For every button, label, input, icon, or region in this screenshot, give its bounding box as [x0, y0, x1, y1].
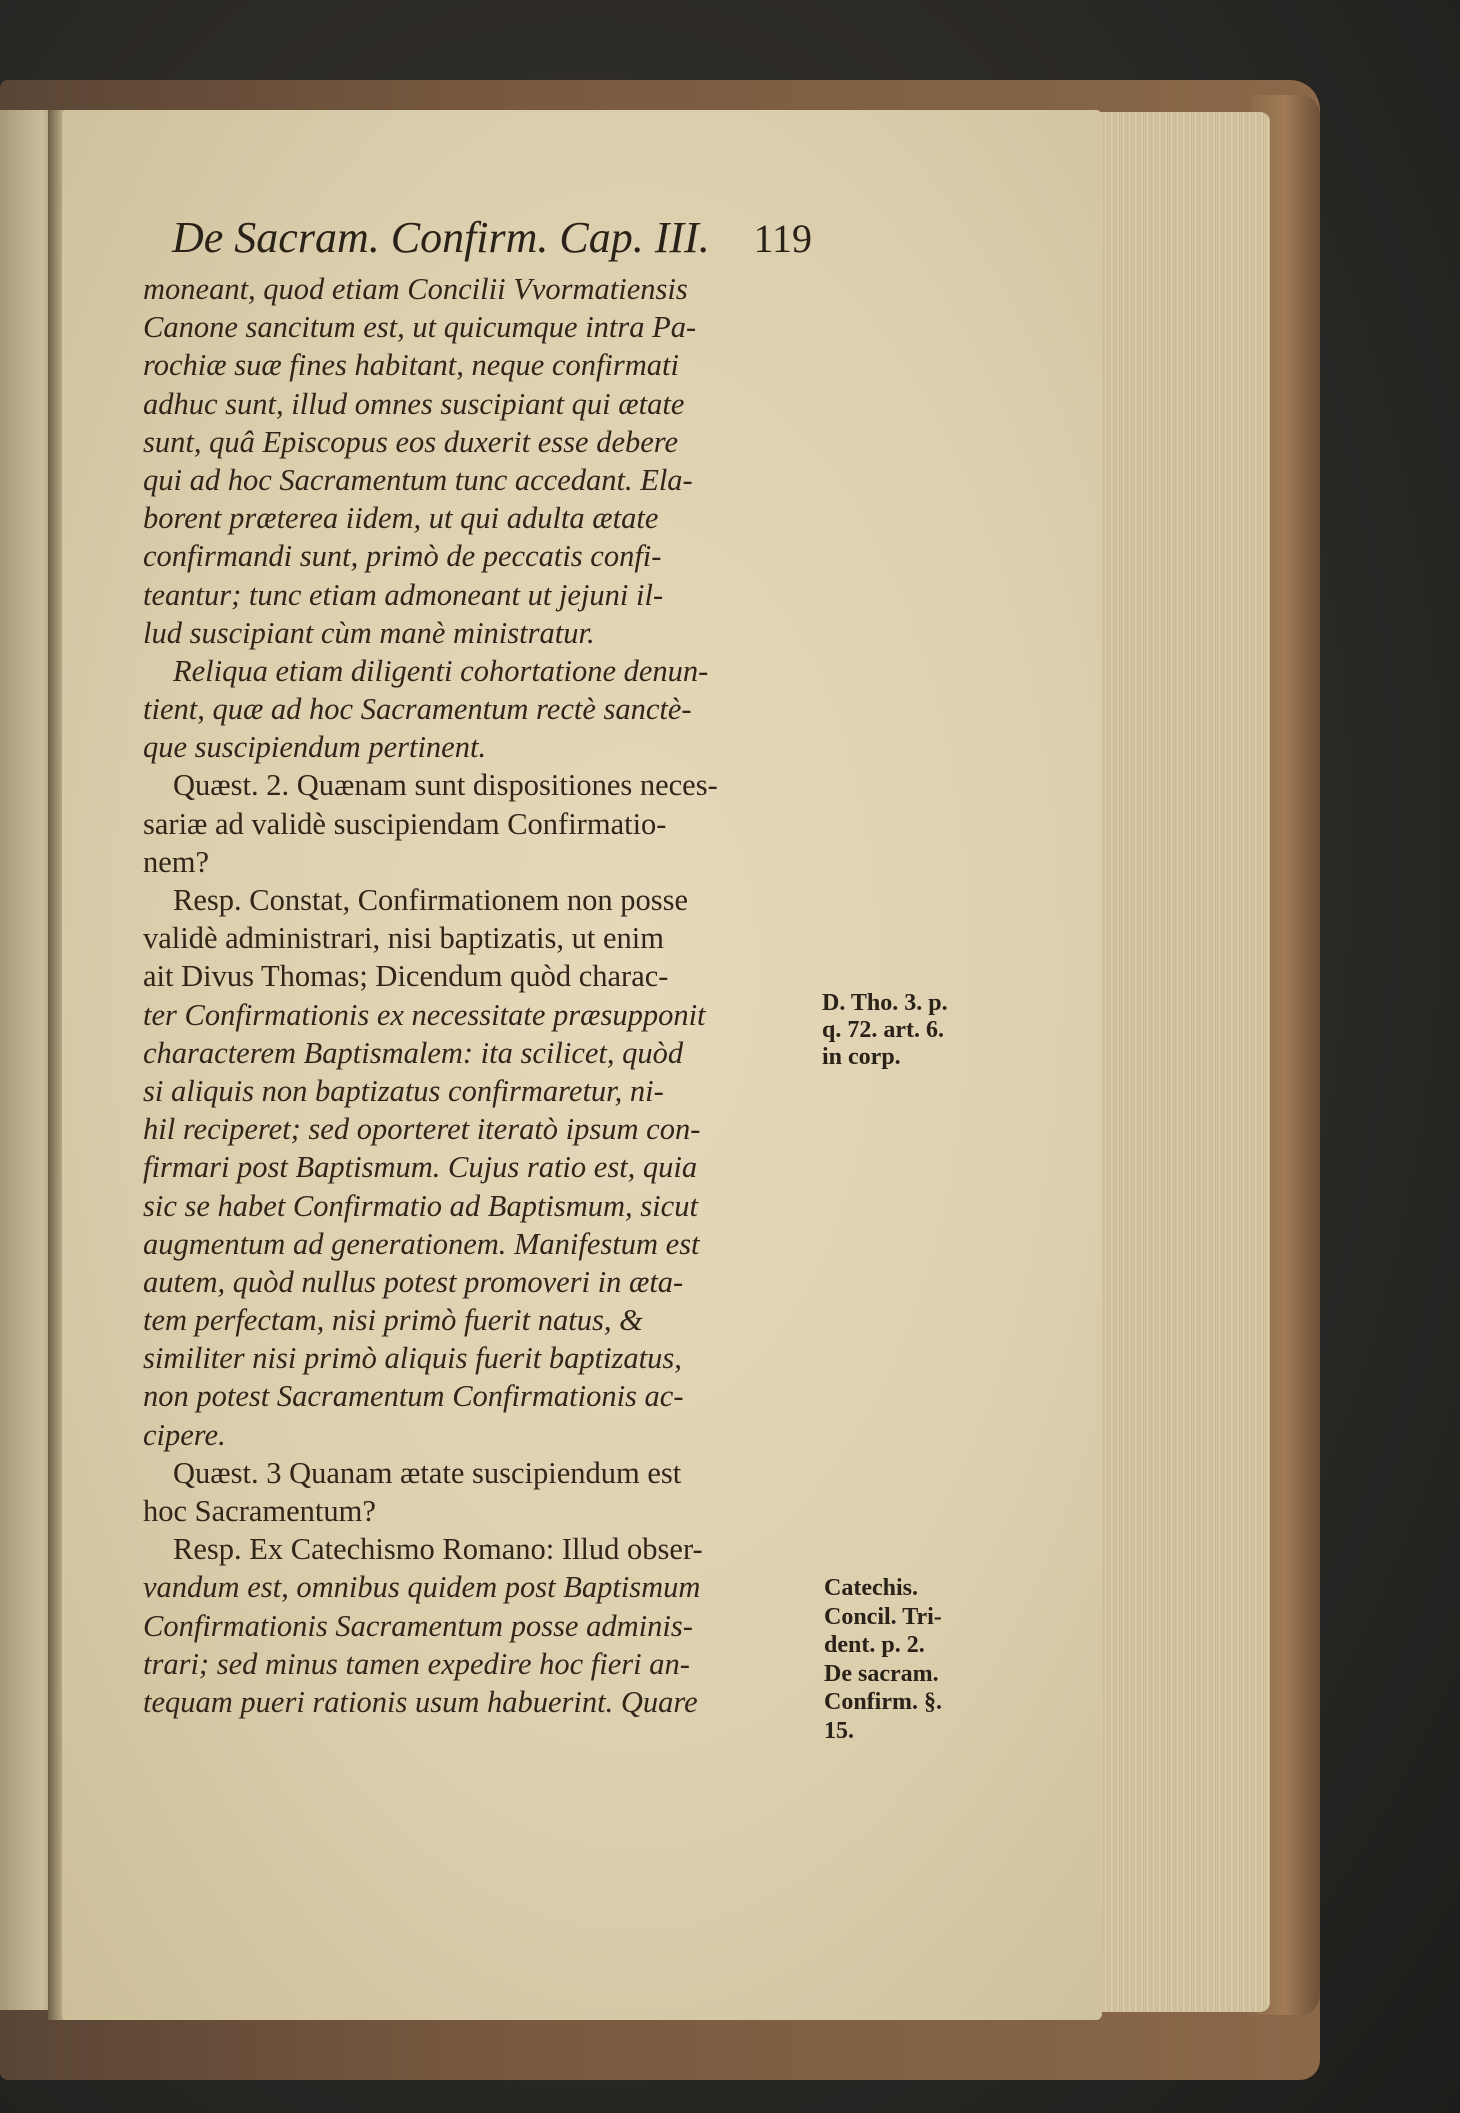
margin-note-line: Concil. Tri-	[824, 1603, 942, 1630]
margin-note-line: q. 72. art. 6.	[822, 1017, 944, 1043]
text-line: Resp. Ex Catechismo Romano: Illud obser-	[173, 1532, 703, 1567]
text-line: Canone sancitum est, ut quicumque intra Pa-	[143, 310, 697, 345]
text-line: Reliqua etiam diligenti cohortatione denun-	[173, 653, 709, 688]
text-line: autem, quòd nullus potest promoveri in æta-	[143, 1264, 684, 1299]
margin-note-line: in corp.	[822, 1044, 901, 1070]
margin-note-line: Catechis.	[824, 1575, 918, 1601]
text-line: moneant, quod etiam Concilii Vvormatiensis	[143, 272, 688, 306]
text-line: borent præterea iidem, ut qui adulta ætate	[143, 501, 659, 536]
text-line: lud suscipiant cùm manè ministratur.	[143, 615, 595, 650]
text-line: qui ad hoc Sacramentum tunc accedant. Ela-	[143, 462, 693, 497]
body-text	[143, 270, 833, 1721]
text-line: Quæst. 2. Quænam sunt dispositiones neces-	[173, 768, 718, 803]
running-head-title: De Sacram. Confirm. Cap. III.	[172, 213, 710, 262]
text-line: Confirmationis Sacramentum posse adminis-	[143, 1608, 693, 1643]
text-line: vandum est, omnibus quidem post Baptismum	[143, 1570, 701, 1605]
text-line: si aliquis non baptizatus confirmaretur, ni-	[143, 1073, 664, 1108]
text-line: similiter nisi primò aliquis fuerit baptizatus,	[143, 1341, 682, 1376]
text-line: hoc Sacramentum?	[143, 1494, 376, 1528]
margin-note-line: Confirm. §.	[824, 1689, 942, 1715]
text-line: validè administrari, nisi baptizatis, ut enim	[143, 921, 664, 956]
margin-note-thomas	[822, 990, 948, 1071]
text-line: que suscipiendum pertinent.	[143, 730, 487, 765]
text-line: hil reciperet; sed oporteret iteratò ipsum con-	[143, 1112, 701, 1147]
text-line: adhuc sunt, illud omnes suscipiant qui ætate	[143, 386, 685, 421]
text-line: rochiæ suæ fines habitant, neque confirmati	[143, 348, 679, 383]
margin-note-line: De sacram.	[824, 1660, 939, 1687]
margin-note-line: D. Tho. 3. p.	[822, 990, 948, 1016]
text-line: Quæst. 3 Quanam ætate suscipiendum est	[173, 1455, 682, 1490]
text-line: augmentum ad generationem. Manifestum est	[143, 1226, 700, 1261]
margin-note-catechism	[824, 1574, 942, 1745]
text-line: cipere.	[143, 1417, 226, 1452]
text-line: tient, quæ ad hoc Sacramentum rectè sanctè-	[143, 692, 692, 727]
margin-note-line: 15.	[824, 1717, 854, 1744]
text-line: confirmandi sunt, primò de peccatis confi-	[143, 539, 662, 574]
text-line: non potest Sacramentum Confirmationis ac-	[143, 1379, 684, 1414]
text-line: teantur; tunc etiam admoneant ut jejuni il-	[143, 577, 664, 612]
text-line: trari; sed minus tamen expedire hoc fieri an-	[143, 1646, 690, 1681]
text-line: sariæ ad validè suscipiendam Confirmatio-	[143, 806, 667, 841]
text-line: nem?	[143, 844, 210, 879]
text-line: tequam pueri rationis usum habuerint. Quare	[143, 1684, 698, 1719]
text-line: sic se habet Confirmatio ad Baptismum, sicut	[143, 1188, 698, 1223]
text-line: ait Divus Thomas; Dicendum quòd charac-	[143, 959, 669, 994]
page-block-edges	[1090, 112, 1270, 2012]
text-line: sunt, quâ Episcopus eos duxerit esse debere	[143, 424, 679, 459]
text-line: Resp. Constat, Confirmationem non posse	[173, 883, 689, 917]
text-line: characterem Baptismalem: ita scilicet, quòd	[143, 1035, 684, 1070]
running-header	[172, 212, 812, 272]
text-line: tem perfectam, nisi primò fuerit natus, &	[143, 1303, 643, 1338]
text-line: ter Confirmationis ex necessitate præsupponit	[143, 997, 706, 1032]
margin-note-line: dent. p. 2.	[824, 1632, 925, 1658]
page-number: 119	[753, 216, 812, 261]
text-line: firmari post Baptismum. Cujus ratio est, quia	[143, 1150, 698, 1185]
